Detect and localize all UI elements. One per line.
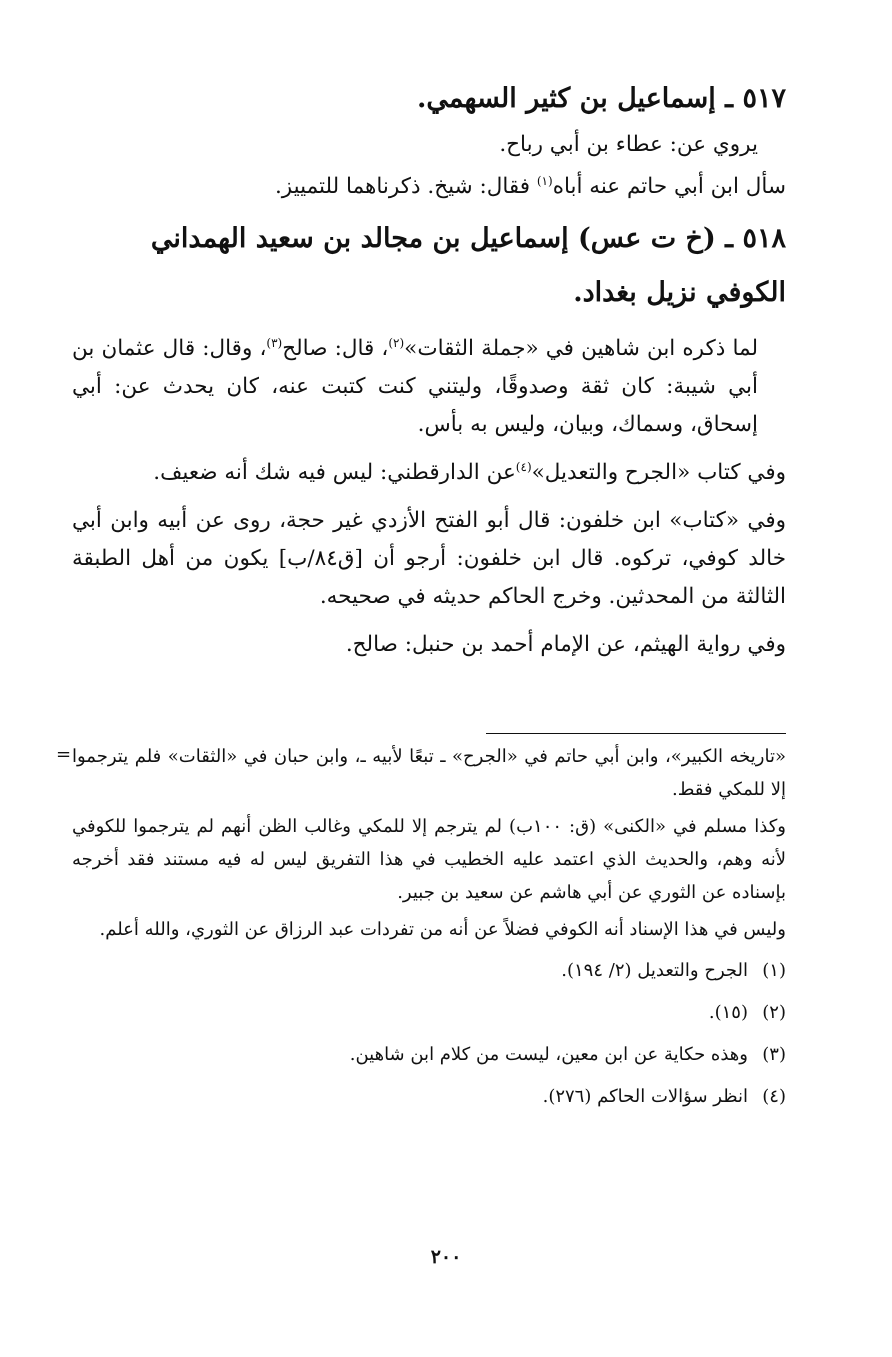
continuation-mark: = — [56, 744, 72, 765]
footnote-continuation-text-3: وليس في هذا الإسناد أنه الكوفي فضلاً عن أنه من تفردات عبد الرزاق عن الثوري، والله أعلم. — [99, 919, 786, 940]
footnote-text: وهذه حكاية عن ابن معين، ليست من كلام ابن شاهين. — [349, 1044, 748, 1065]
footnote-number: (٢) — [762, 1002, 786, 1023]
footnote-ref-3[interactable]: (٣) — [266, 335, 283, 350]
entry-518-part1: لما ذكره ابن شاهين في «جملة الثقات» — [404, 336, 758, 361]
footnote-item-4 — [72, 1080, 786, 1113]
footnote-item-1 — [72, 954, 786, 987]
footnote-item-2 — [72, 996, 786, 1029]
entry-heading-517: ٥١٧ ـ إسماعيل بن كثير السهمي. — [417, 83, 786, 114]
footnote-continuation-text-1: «تاريخه الكبير»، وابن أبي حاتم في «الجرح» ـ تبعًا لأبيه ـ، وابن حبان في «الثقات» فلم يترجموا إلا للمكي فقط. — [72, 746, 786, 800]
footnote-continuation — [56, 740, 786, 806]
entry-518-ibn-shahin — [72, 330, 786, 444]
footnote-separator — [486, 733, 786, 734]
footnote-text: الجرح والتعديل (٢/ ١٩٤). — [561, 960, 748, 981]
entry-518-ibn-khalfun: وفي «كتاب» ابن خلفون: قال أبو الفتح الأزدي غير حجة، روى عن أبيه وابن أبي خالد كوفي، تركوه. قال ابن خلفون: أرجو أن [ق٨٤/ب] يكون من أهل الطبقة الثالثة من المحدثين. وخرج الحاكم حديثه في صحيحه. — [72, 508, 786, 609]
entry-517-narrates-from: يروي عن: عطاء بن أبي رباح. — [499, 132, 758, 157]
entry-heading-518: ٥١٨ ـ (خ ت عس) إسماعيل بن مجالد بن سعيد الهمداني الكوفي نزيل بغداد. — [150, 223, 786, 308]
footnote-continuation-text-2: وكذا مسلم في «الكنى» (ق: ١٠٠ب) لم يترجم إلا للمكي وغالب الظن أنهم لم يترجموا للكوفي لأنه وهم، والحديث الذي اعتمد عليه الخطيب في هذا التفريق ليس له فيه مستند فقد أخرجه بإسناده عن الثوري عن أبي هاشم عن سعيد بن جبير. — [72, 816, 786, 903]
entry-518-jarh-tadil — [72, 454, 786, 492]
footnote-number: (٤) — [762, 1086, 786, 1107]
footnote-number: (١) — [762, 960, 786, 981]
entry-518-part2: ، قال: صالح — [282, 336, 389, 361]
entry-518-jarh-before-ref: وفي كتاب «الجرح والتعديل» — [531, 460, 786, 485]
entry-517-text-after-ref: فقال: شيخ. ذكرناهما للتمييز. — [274, 174, 537, 199]
footnote-ref-2[interactable]: (٢) — [388, 335, 405, 350]
entry-517-ibn-abi-hatim — [72, 168, 786, 206]
footnote-item-3 — [72, 1038, 786, 1071]
page-number: ٢٠٠ — [430, 1246, 462, 1268]
footnote-text: انظر سؤالات الحاكم (٢٧٦). — [542, 1086, 748, 1107]
footnote-ref-4[interactable]: (٤) — [515, 459, 532, 474]
entry-518-jarh-after-ref: عن الدارقطني: ليس فيه شك أنه ضعيف. — [153, 460, 516, 485]
footnote-text: (١٥). — [708, 1002, 748, 1023]
footnote-number: (٣) — [762, 1044, 786, 1065]
entry-518-haytham: وفي رواية الهيثم، عن الإمام أحمد بن حنبل: صالح. — [345, 632, 786, 657]
entry-517-text-before-ref: سأل ابن أبي حاتم عنه أباه — [552, 174, 786, 199]
footnote-ref-1[interactable]: (١) — [536, 173, 553, 188]
entry-518-part3: ، وقال: قال عثمان بن أبي شيبة: كان ثقة وصدوقًا، وليتني كنت كتبت عنه، كان يحدث عن: أبي إسحاق، وسماك، وبيان، وليس به بأس. — [72, 336, 758, 437]
footnotes — [56, 740, 786, 1122]
